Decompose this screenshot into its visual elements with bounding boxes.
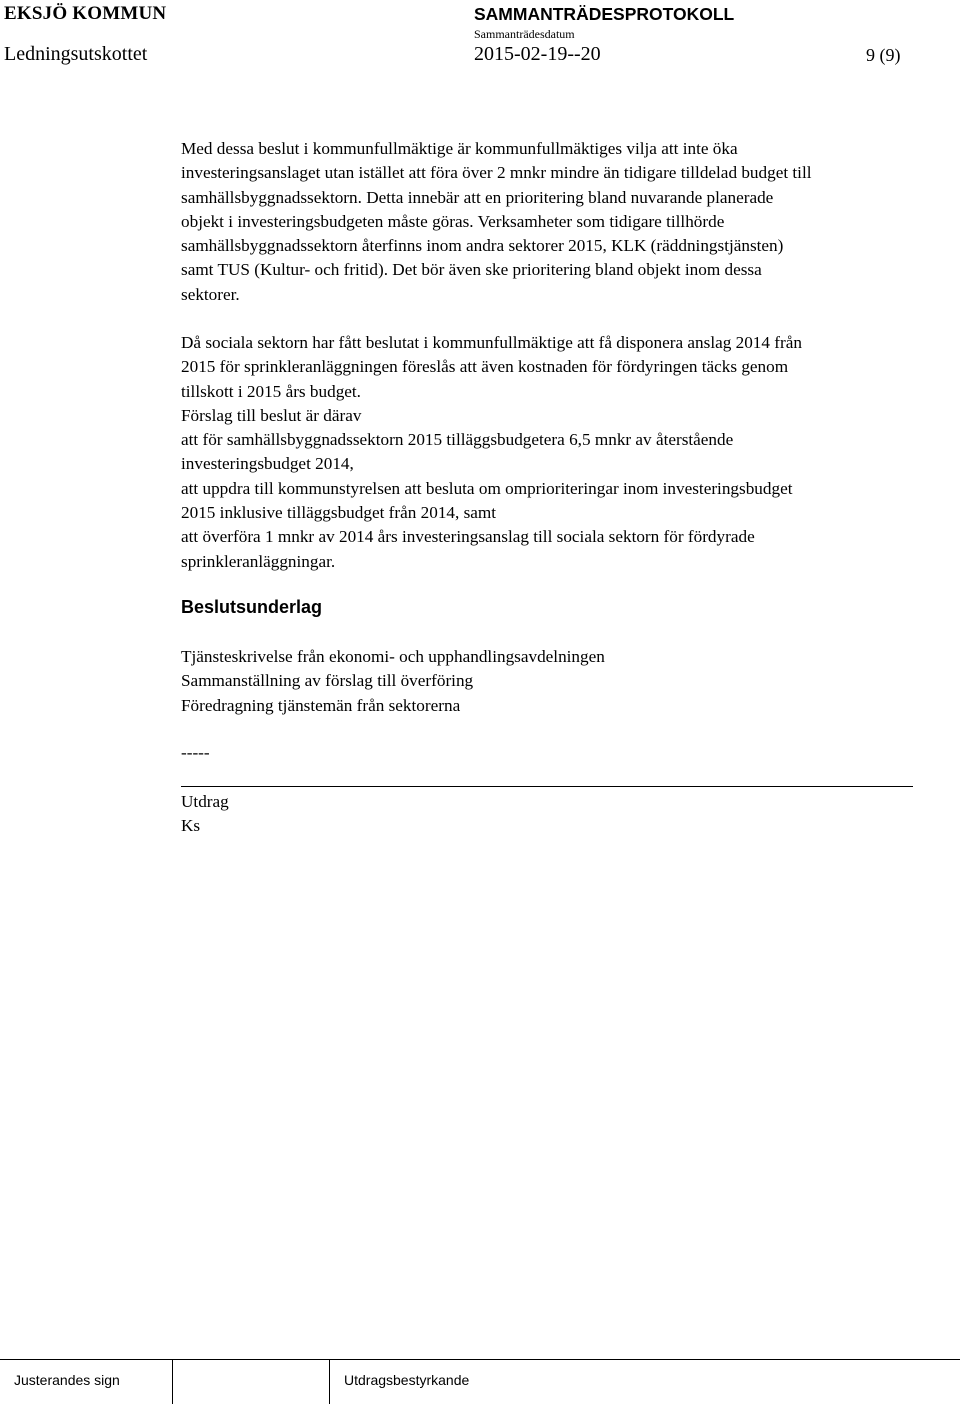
document-type: SAMMANTRÄDESPROTOKOLL xyxy=(474,4,735,24)
text-line: att överföra 1 mnkr av 2014 års investeringsanslag till sociala sektorn för fördyrade xyxy=(181,527,755,547)
footer-column-divider xyxy=(172,1359,173,1404)
list-item: Sammanställning av förslag till överföring xyxy=(181,671,474,691)
text-line: samhällsbyggnadssektorn återfinns inom andra sektorer 2015, KLK (räddningstjänsten) xyxy=(181,236,784,256)
text-line: Förslag till beslut är därav xyxy=(181,405,362,425)
list-item: Tjänsteskrivelse från ekonomi- och upphandlingsavdelningen xyxy=(181,647,605,666)
extract-recipient: Ks xyxy=(181,816,201,836)
text-line: objekt i investeringsbudgeten måste göras. Verksamheter som tidigare tillhörde xyxy=(181,211,725,231)
text-line: samt TUS (Kultur- och fritid). Det bör även ske prioritering bland objekt inom dessa xyxy=(181,260,762,280)
text-line: att uppdra till kommunstyrelsen att besluta om omprioriteringar inom investeringsbudget xyxy=(181,478,793,498)
horizontal-rule xyxy=(181,786,913,787)
paragraph-proposal xyxy=(181,331,941,574)
justerandes-sign-label: Justerandes sign xyxy=(14,1372,120,1388)
text-line: Med dessa beslut i kommunfullmäktige är kommunfullmäktiges vilja att inte öka xyxy=(181,139,738,158)
text-line: tillskott i 2015 års budget. xyxy=(181,381,361,401)
utdragsbestyrkande-label: Utdragsbestyrkande xyxy=(344,1372,470,1388)
committee-name: Ledningsutskottet xyxy=(4,43,148,65)
text-line: investeringsanslaget utan istället att föra över 2 mnkr mindre än tidigare tilldelad budget till xyxy=(181,163,812,183)
organization-name: EKSJÖ KOMMUN xyxy=(4,3,167,24)
separator-dashes: ----- xyxy=(181,743,210,762)
text-line: sprinkleranläggningar. xyxy=(181,551,336,571)
extract-block xyxy=(181,790,941,839)
text-line: Då sociala sektorn har fått beslutat i kommunfullmäktige att få disponera anslag 2014 från xyxy=(181,333,802,352)
meeting-date: 2015-02-19--20 xyxy=(474,43,601,65)
text-line: investeringsbudget 2014, xyxy=(181,454,354,474)
section-heading: Beslutsunderlag xyxy=(181,597,323,617)
text-line: 2015 för sprinkleranläggningen föreslås att även kostnaden för fördyringen täcks genom xyxy=(181,357,789,377)
text-line: 2015 inklusive tilläggsbudget från 2014, samt xyxy=(181,503,497,523)
paragraph-investment-priorities xyxy=(181,137,941,307)
basis-document-list xyxy=(181,645,941,718)
footer-column-divider xyxy=(329,1359,330,1404)
text-line: att för samhällsbyggnadssektorn 2015 tilläggsbudgetera 6,5 mnkr av återstående xyxy=(181,430,734,450)
text-line: samhällsbyggnadssektorn. Detta innebär att en prioritering bland nuvarande planerade xyxy=(181,187,774,207)
page-number: 9 (9) xyxy=(866,45,901,65)
extract-label: Utdrag xyxy=(181,792,229,811)
list-item: Föredragning tjänstemän från sektorerna xyxy=(181,695,461,715)
meeting-date-label: Sammanträdesdatum xyxy=(474,27,575,41)
footer-divider xyxy=(0,1359,960,1360)
text-line: sektorer. xyxy=(181,284,240,304)
